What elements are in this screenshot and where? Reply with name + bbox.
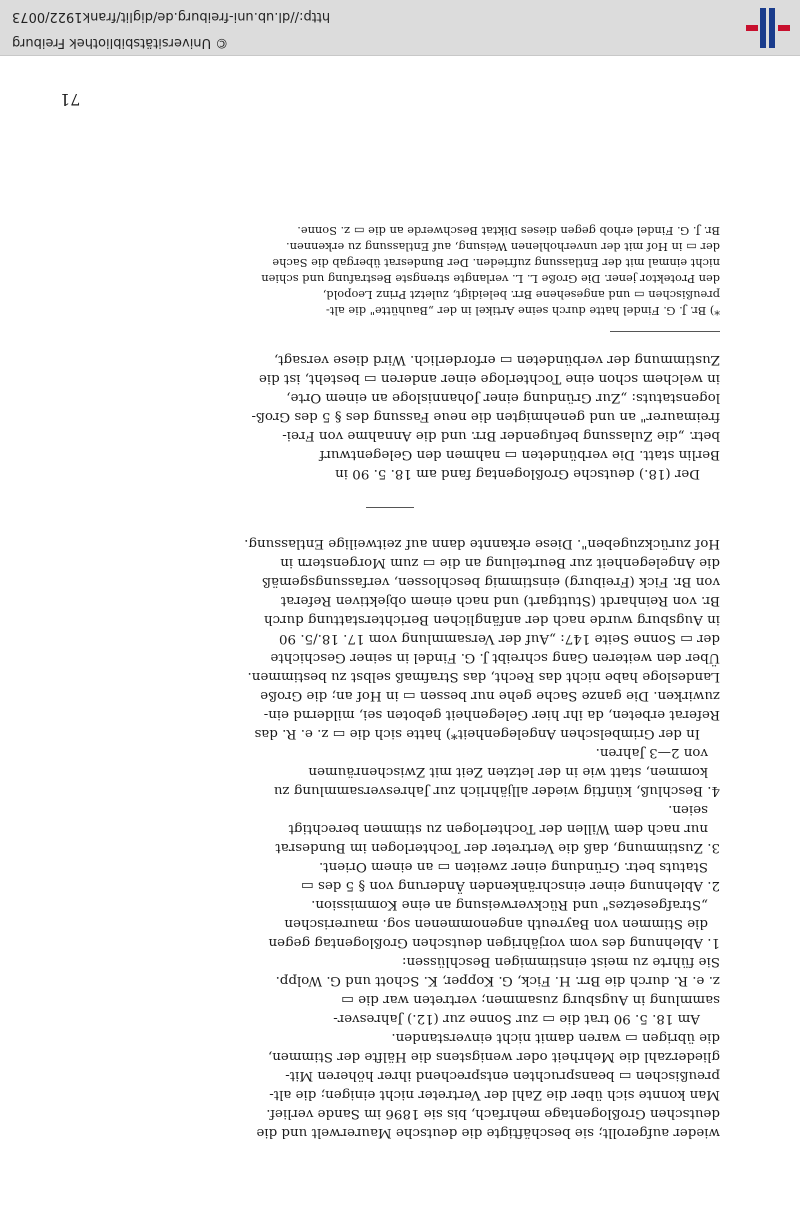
- text-line: Am 18. 5. 90 trat die ▭ zur Sonne zur (12.) Jahresver-: [333, 1011, 700, 1026]
- paragraph-intro: [60, 952, 720, 1142]
- text-line: 2. Ablehnung einer einschränkenden Änderung von § 5 des ▭: [301, 878, 720, 893]
- text-line: sammlung in Augsburg zusammen; vertreten war die ▭: [341, 992, 720, 1007]
- text-line: gliederzahl die Mehrheit oder wenigstens die Hälfte der Stimmen,: [267, 1049, 720, 1064]
- footnote-rule: [610, 331, 720, 332]
- text-line: von 2—3 Jahren.: [595, 745, 708, 760]
- footer-bar: [0, 0, 800, 56]
- text-line: kommen, statt wie in der letzten Zeit mit Zwischenräumen: [308, 764, 708, 779]
- text-line: die Stimmen von Bayreuth angenommenen sog. maurerischen: [284, 916, 708, 931]
- source-url[interactable]: http://dl.ub.uni-freiburg.de/diglit/frank1922/0073: [12, 9, 331, 24]
- footnote: [60, 223, 720, 319]
- text-line: Über den weiteren Gang schreibt J. G. Findel in seiner Geschichte: [270, 650, 720, 665]
- text-line: In der Grimbelschen Angelegenheit*) hatte sich die ▭ z. e. R. das: [254, 726, 700, 741]
- text-line: der ▭ Sonne Seite 147: „Auf der Versammlung vom 17. 18./5. 90: [279, 631, 720, 646]
- text-line: Der (18.) deutsche Großlogentag fand am 18. 5. 90 in: [335, 466, 700, 481]
- text-line: 1. Ablehnung des vom vorjährigen deutschen Großlogentag gegen: [268, 935, 720, 950]
- text-line: preußischen ▭ beanspruchten entsprechend ihrer höheren Mit-: [285, 1068, 720, 1083]
- text-line: betr. „die Zulassung befugender Brr. und die Annahme von Frei-: [282, 428, 720, 443]
- text-line: die übrigen ▭ waren damit nicht einverstanden.: [391, 1030, 720, 1045]
- text-line: Man konnte sich über die Zahl der Vertreter nicht einigen; die alt-: [269, 1087, 720, 1102]
- text-line: in Augsburg wurde nach der anfänglichen Berichterstattung durch: [263, 612, 720, 627]
- paragraph-grosslogentag: [60, 350, 720, 483]
- text-line: Zustimmung der verbündeten ▭ erforderlich. Wird diese versagt,: [273, 352, 720, 367]
- text-line: freimaurer" an und genehmigten die neue Fassung des § 5 des Groß-: [251, 409, 720, 424]
- text-line: zuwirken. Die ganze Sache gehe nur bessen ▭ in Hof an; die Große: [260, 688, 720, 703]
- paragraph-grimbel-matter: [60, 534, 720, 743]
- text-line: Referat erbeten, da ihr hier Gelegenheit geboten sei, mildernd ein-: [263, 707, 720, 722]
- text-line: Br. J. G. Findel erhob gegen dieses Diktat Beschwerde an die ▭ z. Sonne.: [297, 224, 720, 238]
- copyright-text: © Universitätsbibliothek Freiburg: [12, 35, 229, 50]
- text-line: nicht einmal mit der Entlassung zufrieden. Der Bundesrat übergab die Sache: [272, 256, 720, 270]
- text-line: „Strafgesetzes" und Rückverweisung an eine Kommission.: [311, 897, 708, 912]
- text-line: wieder aufgerollt; sie beschäftigte die deutsche Maurerwelt und die: [256, 1125, 720, 1140]
- text-line: die Angelegenheit zur Beurteilung an die ▭ zum Morgenstern in: [280, 555, 720, 570]
- text-line: preußischen ▭ und angesehene Brr. beleidigt, zuletzt Prinz Leopold,: [322, 288, 720, 302]
- text-line: deutschen Großlogentage mehrfach, bis sie 1896 im Sande verlief.: [266, 1106, 720, 1121]
- page-number: 71: [60, 90, 81, 109]
- text-line: 4. Beschluß, künftig wieder alljährlich zur Jahresversammlung zu: [273, 783, 720, 798]
- text-line: den Protektor jener. Die Große L. L. verlangte strengste Bestrafung und schien: [261, 272, 720, 286]
- text-line: Hof zurückzugeben". Diese erkannte dann auf zeitweilige Entlassung.: [244, 536, 720, 551]
- text-line: Statuts betr. Gründung einer zweiten ▭ an einem Orient.: [318, 859, 708, 874]
- text-line: Br. von Reinhardt (Stuttgart) und nach einem objektiven Referat: [280, 593, 720, 608]
- university-logo: [746, 8, 790, 48]
- text-line: der ▭ in Hof mit der unverhohlenen Weisung, auf Entlassung zu erkennen.: [286, 240, 720, 254]
- text-line: von Br. Fick (Freiburg) einstimmig beschlossen, verfassungsgemäß: [262, 574, 720, 589]
- text-line: seien.: [668, 802, 708, 817]
- text-line: logenstatuts: „Zur Gründung einer Johannisloge an einem Orte,: [286, 390, 720, 405]
- text-line: Sie führte zu meist einstimmigen Beschlüssen:: [401, 954, 720, 969]
- text-line: 3. Zustimmung, daß die Vertreter der Tochterlogen im Bundesrat: [275, 840, 720, 855]
- text-line: z. e. R. durch die Brr. H. Fick, G. Kopper, K. Schott und G. Wolpp.: [275, 973, 720, 988]
- text-line: Landesloge habe nicht das Recht, das Strafmaß selbst zu bestimmen.: [247, 669, 720, 684]
- text-line: nur nach dem Willen der Tochterlogen zu stimmen berechtigt: [288, 821, 708, 836]
- resolutions-list: [60, 743, 720, 952]
- page-body: [60, 90, 720, 1142]
- section-divider: [366, 507, 414, 508]
- text-line: Berlin statt. Die verbündeten ▭ nahmen den Gelegentwurf: [319, 447, 720, 462]
- text-line: in welchem schon eine Tochterloge einer anderen ▭ besteht, ist die: [258, 371, 720, 386]
- text-line: *) Br. J. G. Findel hatte durch seine Artikel in der „Bauhütte" die alt-: [325, 304, 720, 318]
